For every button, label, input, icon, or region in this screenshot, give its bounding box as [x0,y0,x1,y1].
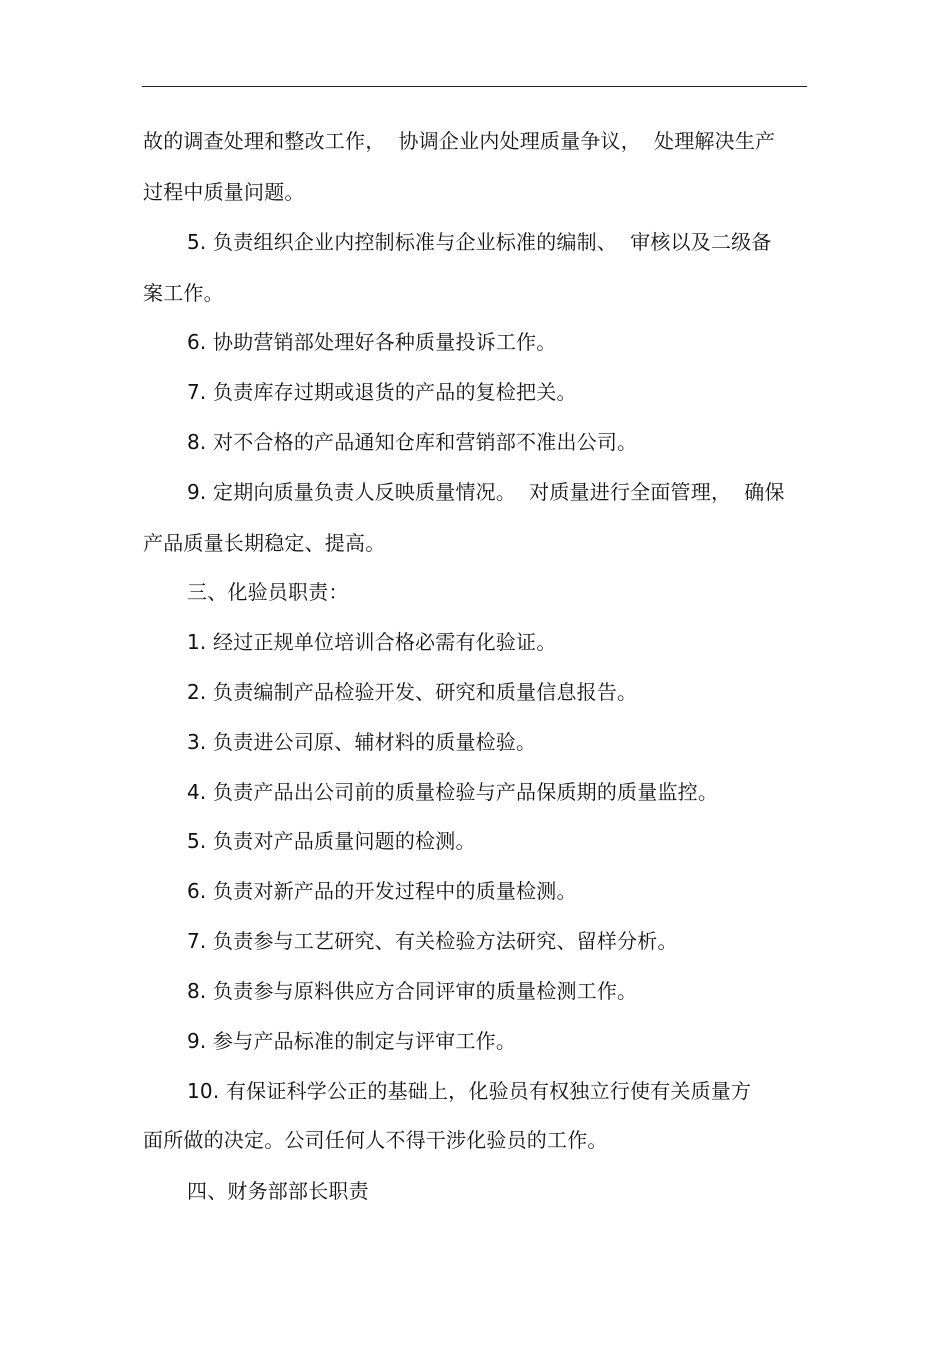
text-line: 9. 参与产品标准的制定与评审工作。 [187,1029,517,1053]
text-line: 面所做的决定。公司任何人不得干涉化验员的工作。 [143,1128,608,1152]
text-line: 7. 负责库存过期或退货的产品的复检把关。 [187,380,577,404]
text-line: 8. 对不合格的产品通知仓库和营销部不准出公司。 [187,430,638,454]
text-line: 8. 负责参与原料供应方合同评审的质量检测工作。 [187,979,638,1003]
text-line: 产品质量长期稳定、提高。 [143,531,386,555]
text-line: 6. 协助营销部处理好各种质量投诉工作。 [187,330,557,354]
text-line: 7. 负责参与工艺研究、有关检验方法研究、留样分析。 [187,929,678,953]
section-heading: 四、财务部部长职责 [187,1179,369,1203]
text-line: 5. 负责组织企业内控制标准与企业标准的编制、 审核以及二级备 [187,230,772,254]
text-line: 3. 负责进公司原、辅材料的质量检验。 [187,730,537,754]
section-heading: 三、化验员职责： [187,580,349,604]
header-rule [142,86,807,87]
text-line: 2. 负责编制产品检验开发、研究和质量信息报告。 [187,680,638,704]
text-line: 过程中质量问题。 [143,180,305,204]
text-line: 4. 负责产品出公司前的质量检验与产品保质期的质量监控。 [187,780,719,804]
text-line: 故的调查处理和整改工作， 协调企业内处理质量争议， 处理解决生产 [143,129,776,153]
text-line: 5. 负责对产品质量问题的检测。 [187,829,476,853]
text-line: 案工作。 [143,281,224,305]
text-line: 9. 定期向质量负责人反映质量情况。 对质量进行全面管理， 确保 [187,480,785,504]
text-line: 1. 经过正规单位培训合格必需有化验证。 [187,630,557,654]
text-line: 10. 有保证科学公正的基础上，化验员有权独立行使有关质量方 [187,1079,752,1103]
text-line: 6. 负责对新产品的开发过程中的质量检测。 [187,879,577,903]
